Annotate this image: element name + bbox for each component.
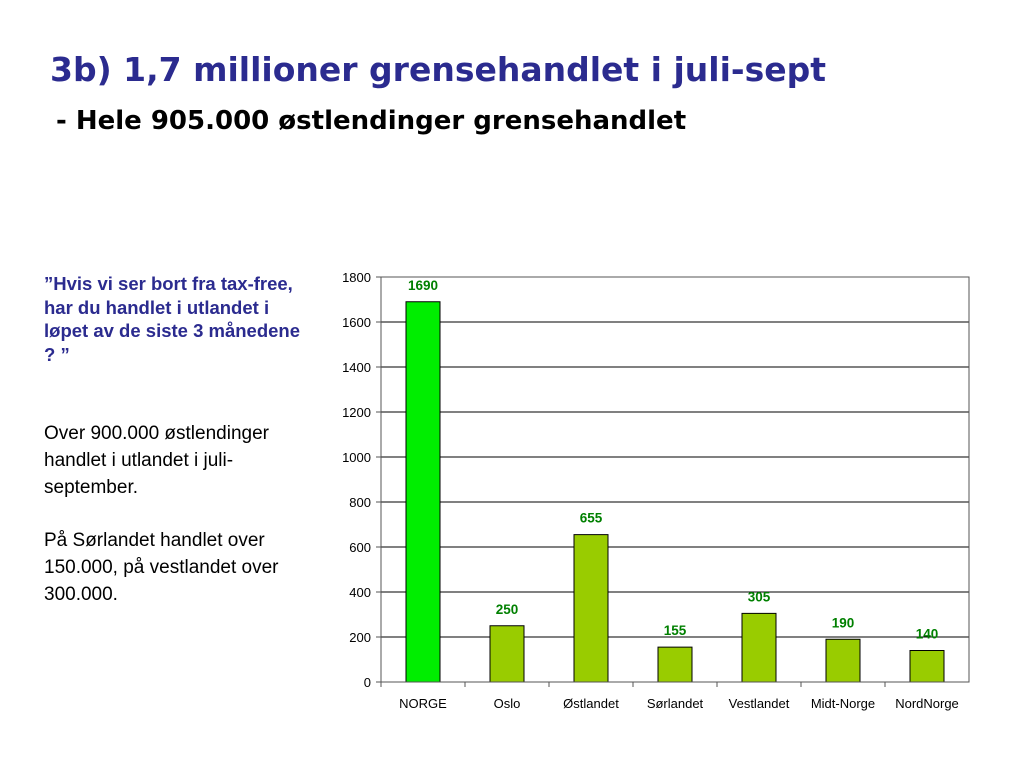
data-label: 155 — [663, 623, 687, 639]
data-label: 655 — [579, 510, 603, 526]
data-label: 1690 — [407, 277, 439, 293]
data-label: 190 — [831, 615, 855, 631]
y-tick-label: 800 — [349, 495, 371, 510]
x-category-label: NordNorge — [895, 696, 959, 711]
bar-østlandet — [574, 535, 608, 682]
plot-area-frame — [381, 277, 969, 682]
x-category-label: Østlandet — [563, 696, 619, 711]
bar-norge — [406, 302, 440, 682]
y-tick-label: 600 — [349, 540, 371, 555]
y-tick-label: 200 — [349, 630, 371, 645]
survey-question: ”Hvis vi ser bort fra tax-free, har du handlet i utlandet i løpet av de siste 3 månedene ? ” — [44, 273, 301, 365]
x-category-label: Oslo — [493, 696, 521, 711]
data-labels — [408, 278, 938, 642]
x-category-label: Midt-Norge — [810, 696, 876, 711]
y-tick-label: 0 — [363, 675, 371, 690]
bar-vestlandet — [742, 613, 776, 682]
bar-oslo — [490, 626, 524, 682]
y-tick-label: 1400 — [342, 360, 371, 375]
y-tick-label: 1000 — [342, 450, 371, 465]
x-category-label: NORGE — [399, 696, 447, 711]
data-label: 305 — [747, 589, 771, 605]
y-tick-label: 400 — [349, 585, 371, 600]
bar-sørlandet — [658, 647, 692, 682]
y-tick-label: 1800 — [342, 270, 371, 285]
grid-lines — [381, 277, 969, 682]
data-label: 250 — [495, 601, 519, 617]
summary-paragraph-2: På Sørlandet handlet over 150.000, på vestlandet over 300.000. — [44, 530, 279, 605]
x-category-label: Sørlandet — [646, 696, 704, 711]
x-category-label: Vestlandet — [728, 696, 790, 711]
slide-subtitle: - Hele 905.000 østlendinger grensehandlet — [56, 106, 687, 136]
y-tick-label: 1600 — [342, 315, 371, 330]
x-axis-categories — [381, 682, 959, 711]
y-tick-label: 1200 — [342, 405, 371, 420]
data-label: 140 — [915, 626, 939, 642]
bar-midt-norge — [826, 639, 860, 682]
summary-paragraph-1: Over 900.000 østlendinger handlet i utlandet i juli-september. — [44, 423, 269, 498]
y-axis-ticks — [342, 270, 381, 690]
slide-title: 3b) 1,7 millioner grensehandlet i juli-sept — [50, 50, 827, 89]
bar-nordnorge — [910, 651, 944, 683]
bar-chart — [320, 262, 980, 722]
